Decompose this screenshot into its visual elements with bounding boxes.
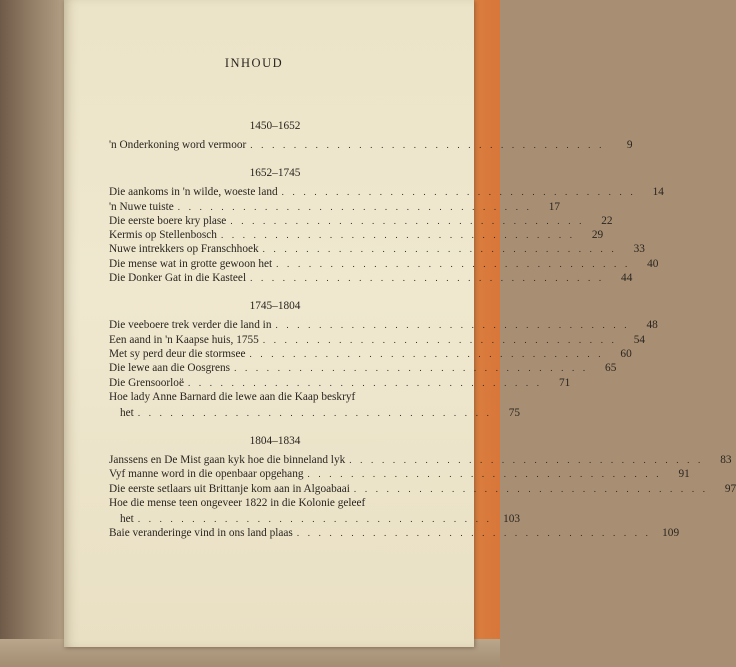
section-period: 1745–1804 [249, 300, 301, 313]
dot-leader: . . . . . . . . . . . . . . . . . . . . . . . . . . . . . . . . . [234, 363, 589, 374]
entry-page: 17 [548, 200, 561, 213]
toc-section [109, 118, 633, 152]
toc-entry [109, 271, 633, 285]
entry-title: Nuwe intrekkers op Franschhoek [109, 243, 259, 256]
entry-page: 109 [662, 527, 680, 540]
entry-page: 33 [633, 243, 645, 256]
contents-heading: INHOUD [224, 56, 284, 70]
entry-page: 97 [724, 482, 736, 495]
toc-entry [109, 390, 521, 420]
dot-leader: . . . . . . . . . . . . . . . . . . . . . . . . . . . . . . . . . [250, 140, 605, 150]
entry-title: Die Donker Gat in die Kasteel [109, 272, 247, 285]
toc-entry [109, 467, 690, 481]
table-of-contents [109, 118, 736, 554]
entry-title: Met sy perd deur die stormsee [109, 347, 246, 360]
entry-title: Die aankoms in 'n wilde, woeste land [109, 186, 278, 199]
dot-leader: . . . . . . . . . . . . . . . . . . . . . . . . . . . . . . . . . [262, 244, 617, 255]
section-period: 1804–1834 [249, 435, 301, 448]
dot-leader: . . . . . . . . . . . . . . . . . . . . . . . . . . . . . . . . . [276, 258, 631, 269]
dot-leader: . . . . . . . . . . . . . . . . . . . . . . . . . . . . . . . . . [137, 514, 493, 525]
toc-entry [109, 138, 633, 152]
entry-title: 'n Onderkoning word vermoor [109, 139, 247, 151]
toc-entry [109, 376, 571, 390]
toc-entry [109, 333, 646, 347]
entry-title: Baie veranderinge vind in ons land plaas [109, 527, 293, 540]
entry-page: 40 [647, 257, 659, 270]
entry-title: Vyf manne word in die openbaar opgehang [109, 468, 304, 481]
toc-entry [109, 526, 680, 540]
toc-entry [109, 257, 659, 271]
toc-entry [109, 318, 658, 332]
entry-title: Die eerste setlaars uit Brittanje kom aan in Algoabaai [109, 482, 350, 495]
section-period: 1652–1745 [249, 167, 301, 180]
book-page [64, 0, 736, 647]
entry-title: Kermis op Stellenbosch [109, 229, 217, 242]
dot-leader: . . . . . . . . . . . . . . . . . . . . . . . . . . . . . . . . . [353, 483, 709, 494]
entry-page: 9 [626, 139, 633, 151]
entry-title: Janssens en De Mist gaan kyk hoe die binneland lyk [109, 454, 346, 467]
toc-entry [109, 228, 604, 242]
dot-leader: . . . . . . . . . . . . . . . . . . . . . . . . . . . . . . . . . [275, 320, 630, 331]
entry-title: Die mense wat in grotte gewoon het [109, 257, 273, 270]
toc-entry [109, 185, 664, 199]
toc-entry [109, 361, 617, 375]
dot-leader: . . . . . . . . . . . . . . . . . . . . . . . . . . . . . . . . . [230, 215, 585, 226]
entry-page: 71 [558, 376, 571, 389]
toc-entry [109, 482, 736, 496]
dot-leader: . . . . . . . . . . . . . . . . . . . . . . . . . . . . . . . . . [296, 528, 652, 539]
dot-leader: . . . . . . . . . . . . . . . . . . . . . . . . . . . . . . . . . [187, 377, 543, 388]
entry-page: 54 [633, 333, 646, 346]
dot-leader: . . . . . . . . . . . . . . . . . . . . . . . . . . . . . . . . . [262, 334, 618, 345]
entry-title: Die Grensoorloë [109, 376, 184, 389]
dot-leader: . . . . . . . . . . . . . . . . . . . . . . . . . . . . . . . . . [281, 187, 636, 198]
entry-title: Hoe lady Anne Barnard die lewe aan die Kaap beskryf [109, 390, 356, 403]
entry-title: Die veeboere trek verder die land in [109, 319, 272, 332]
section-period: 1450–1652 [249, 120, 301, 132]
dot-leader: . . . . . . . . . . . . . . . . . . . . . . . . . . . . . . . . . [349, 455, 704, 466]
entry-page: 75 [508, 407, 521, 420]
toc-entry [109, 214, 613, 228]
entry-page: 29 [591, 229, 604, 242]
dot-leader: . . . . . . . . . . . . . . . . . . . . . . . . . . . . . . . . . [177, 201, 533, 212]
dot-leader: . . . . . . . . . . . . . . . . . . . . . . . . . . . . . . . . . [307, 469, 662, 480]
entry-title: Die lewe aan die Oosgrens [109, 362, 231, 375]
toc-section [109, 433, 736, 540]
table-surface-left [0, 0, 70, 667]
toc-entry [109, 496, 521, 526]
entry-page: 48 [646, 319, 658, 332]
dot-leader: . . . . . . . . . . . . . . . . . . . . . . . . . . . . . . . . . [249, 348, 604, 359]
entry-title: Een aand in 'n Kaapse huis, 1755 [109, 333, 259, 346]
entry-title-continued: het [120, 513, 134, 526]
entry-page: 83 [720, 454, 732, 467]
entry-continuation [109, 510, 521, 526]
dot-leader: . . . . . . . . . . . . . . . . . . . . . . . . . . . . . . . . . [250, 273, 605, 284]
dot-leader: . . . . . . . . . . . . . . . . . . . . . . . . . . . . . . . . . [220, 230, 576, 241]
toc-section [109, 165, 664, 285]
toc-entry [109, 453, 732, 467]
entry-page: 91 [678, 468, 690, 481]
toc-entry [109, 200, 561, 214]
entry-title: Hoe die mense teen ongeveer 1822 in die Kolonie geleef [109, 497, 366, 510]
entry-title-continued: het [120, 407, 134, 420]
entry-page: 44 [621, 272, 633, 285]
toc-entry [109, 242, 645, 256]
entry-page: 65 [605, 362, 617, 375]
toc-entry [109, 347, 632, 361]
entry-continuation [109, 404, 521, 420]
toc-section [109, 298, 658, 420]
entry-title: Die eerste boere kry plase [109, 214, 227, 227]
entry-page: 14 [652, 186, 664, 199]
entry-title: 'n Nuwe tuiste [109, 200, 174, 213]
entry-page: 103 [503, 513, 521, 526]
entry-page: 60 [620, 347, 632, 360]
entry-page: 22 [601, 214, 613, 227]
dot-leader: . . . . . . . . . . . . . . . . . . . . . . . . . . . . . . . . . [137, 408, 493, 419]
